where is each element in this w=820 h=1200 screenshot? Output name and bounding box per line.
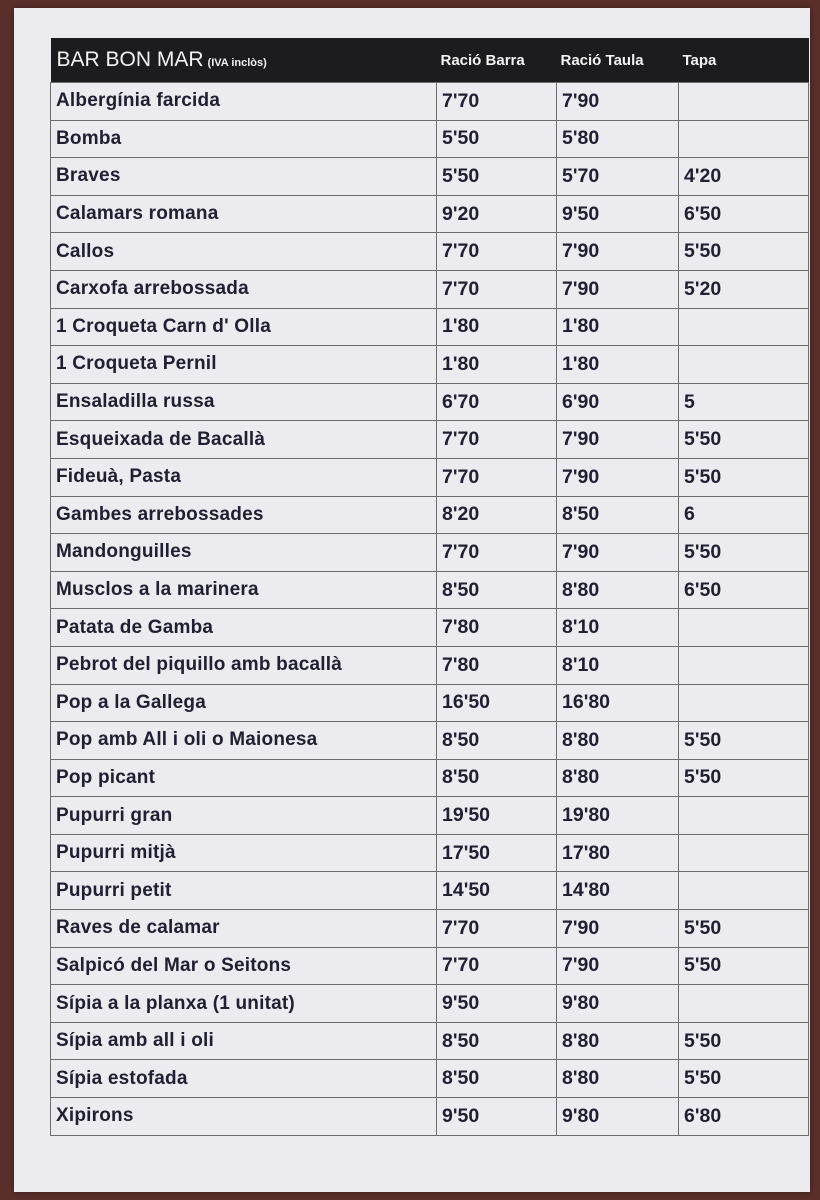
table-row — [51, 872, 809, 910]
price-taula: 8'80 — [557, 1060, 679, 1098]
price-barra: 7'80 — [437, 609, 557, 647]
price-tapa: 4'20 — [679, 158, 809, 196]
table-row — [51, 1098, 809, 1136]
price-barra: 9'50 — [437, 985, 557, 1023]
price-barra: 7'70 — [437, 534, 557, 572]
dish-name: 1 Croqueta Pernil — [51, 346, 437, 384]
dish-name: Gambes arrebossades — [51, 496, 437, 534]
price-tapa: 5'50 — [679, 421, 809, 459]
table-row — [51, 308, 809, 346]
table-row — [51, 759, 809, 797]
price-taula: 8'80 — [557, 1022, 679, 1060]
table-row — [51, 722, 809, 760]
dish-name: Pebrot del piquillo amb bacallà — [51, 646, 437, 684]
table-row — [51, 947, 809, 985]
table-row — [51, 233, 809, 271]
dish-name: 1 Croqueta Carn d' Olla — [51, 308, 437, 346]
table-row — [51, 496, 809, 534]
price-taula: 7'90 — [557, 421, 679, 459]
dish-name: Musclos a la marinera — [51, 571, 437, 609]
price-tapa: 5'50 — [679, 534, 809, 572]
price-barra: 1'80 — [437, 308, 557, 346]
column-header-taula: Ració Taula — [557, 38, 679, 83]
price-taula: 7'90 — [557, 458, 679, 496]
table-row — [51, 383, 809, 421]
price-taula: 8'10 — [557, 646, 679, 684]
price-barra: 5'50 — [437, 120, 557, 158]
price-tapa — [679, 308, 809, 346]
price-tapa — [679, 609, 809, 647]
price-barra: 8'50 — [437, 759, 557, 797]
price-tapa — [679, 834, 809, 872]
dish-name: Callos — [51, 233, 437, 271]
price-tapa: 5'20 — [679, 270, 809, 308]
price-tapa: 5'50 — [679, 1022, 809, 1060]
price-barra: 14'50 — [437, 872, 557, 910]
price-tapa: 6 — [679, 496, 809, 534]
price-tapa: 5'50 — [679, 458, 809, 496]
price-taula: 7'90 — [557, 534, 679, 572]
price-barra: 19'50 — [437, 797, 557, 835]
menu-subtitle: (IVA inclòs) — [207, 57, 267, 69]
table-header-row — [51, 38, 809, 83]
price-barra: 8'50 — [437, 1022, 557, 1060]
dish-name: Patata de Gamba — [51, 609, 437, 647]
price-taula: 8'50 — [557, 496, 679, 534]
dish-name: Pop amb All i oli o Maionesa — [51, 722, 437, 760]
table-row — [51, 346, 809, 384]
column-header-barra: Ració Barra — [437, 38, 557, 83]
table-row — [51, 834, 809, 872]
price-taula: 5'80 — [557, 120, 679, 158]
table-row — [51, 684, 809, 722]
dish-name: Fideuà, Pasta — [51, 458, 437, 496]
price-taula: 7'90 — [557, 83, 679, 121]
price-tapa: 6'80 — [679, 1098, 809, 1136]
dish-name: Braves — [51, 158, 437, 196]
price-taula: 19'80 — [557, 797, 679, 835]
price-barra: 7'70 — [437, 458, 557, 496]
table-row — [51, 83, 809, 121]
menu-title-cell — [51, 38, 437, 83]
dish-name: Albergínia farcida — [51, 83, 437, 121]
price-tapa: 5'50 — [679, 722, 809, 760]
price-tapa: 5'50 — [679, 947, 809, 985]
price-barra: 7'70 — [437, 270, 557, 308]
price-taula: 7'90 — [557, 233, 679, 271]
price-taula: 7'90 — [557, 947, 679, 985]
price-barra: 7'70 — [437, 947, 557, 985]
price-tapa — [679, 646, 809, 684]
dish-name: Salpicó del Mar o Seitons — [51, 947, 437, 985]
table-row — [51, 609, 809, 647]
menu-title: BAR BON MAR — [56, 48, 204, 71]
dish-name: Pop a la Gallega — [51, 684, 437, 722]
dish-name: Sípia a la planxa (1 unitat) — [51, 985, 437, 1023]
table-row — [51, 646, 809, 684]
price-taula: 8'80 — [557, 571, 679, 609]
price-barra: 6'70 — [437, 383, 557, 421]
price-barra: 7'70 — [437, 83, 557, 121]
price-barra: 8'20 — [437, 496, 557, 534]
table-row — [51, 421, 809, 459]
price-barra: 7'70 — [437, 421, 557, 459]
price-barra: 1'80 — [437, 346, 557, 384]
price-taula: 17'80 — [557, 834, 679, 872]
price-tapa: 5'50 — [679, 233, 809, 271]
dish-name: Raves de calamar — [51, 910, 437, 948]
table-row — [51, 158, 809, 196]
price-taula: 8'80 — [557, 722, 679, 760]
dish-name: Ensaladilla russa — [51, 383, 437, 421]
dish-name: Bomba — [51, 120, 437, 158]
menu-sheet — [14, 8, 810, 1192]
price-taula: 8'80 — [557, 759, 679, 797]
price-barra: 8'50 — [437, 722, 557, 760]
table-row — [51, 120, 809, 158]
price-tapa: 6'50 — [679, 195, 809, 233]
price-taula: 9'80 — [557, 985, 679, 1023]
price-taula: 1'80 — [557, 346, 679, 384]
table-row — [51, 910, 809, 948]
dish-name: Sípia estofada — [51, 1060, 437, 1098]
dish-name: Xipirons — [51, 1098, 437, 1136]
price-tapa — [679, 120, 809, 158]
price-taula: 9'80 — [557, 1098, 679, 1136]
table-row — [51, 270, 809, 308]
dish-name: Carxofa arrebossada — [51, 270, 437, 308]
price-tapa: 6'50 — [679, 571, 809, 609]
price-barra: 7'70 — [437, 233, 557, 271]
price-barra: 7'70 — [437, 910, 557, 948]
price-barra: 8'50 — [437, 1060, 557, 1098]
price-taula: 1'80 — [557, 308, 679, 346]
price-tapa: 5'50 — [679, 1060, 809, 1098]
dish-name: Calamars romana — [51, 195, 437, 233]
price-barra: 16'50 — [437, 684, 557, 722]
price-barra: 7'80 — [437, 646, 557, 684]
price-taula: 8'10 — [557, 609, 679, 647]
table-row — [51, 1060, 809, 1098]
price-tapa: 5'50 — [679, 910, 809, 948]
price-barra: 5'50 — [437, 158, 557, 196]
price-tapa: 5'50 — [679, 759, 809, 797]
price-barra: 9'20 — [437, 195, 557, 233]
price-taula: 7'90 — [557, 910, 679, 948]
table-row — [51, 458, 809, 496]
table-row — [51, 534, 809, 572]
price-taula: 16'80 — [557, 684, 679, 722]
dish-name: Pupurri mitjà — [51, 834, 437, 872]
price-barra: 8'50 — [437, 571, 557, 609]
table-body — [51, 83, 809, 1136]
price-tapa — [679, 872, 809, 910]
price-tapa — [679, 83, 809, 121]
dish-name: Mandonguilles — [51, 534, 437, 572]
table-row — [51, 797, 809, 835]
price-taula: 7'90 — [557, 270, 679, 308]
price-taula: 14'80 — [557, 872, 679, 910]
column-header-tapa: Tapa — [679, 38, 809, 83]
price-barra: 9'50 — [437, 1098, 557, 1136]
table-row — [51, 571, 809, 609]
dish-name: Sípia amb all i oli — [51, 1022, 437, 1060]
price-tapa — [679, 346, 809, 384]
price-taula: 6'90 — [557, 383, 679, 421]
dish-name: Pupurri petit — [51, 872, 437, 910]
price-taula: 5'70 — [557, 158, 679, 196]
dish-name: Pupurri gran — [51, 797, 437, 835]
dish-name: Pop picant — [51, 759, 437, 797]
table-row — [51, 1022, 809, 1060]
table-row — [51, 195, 809, 233]
price-taula: 9'50 — [557, 195, 679, 233]
price-tapa — [679, 985, 809, 1023]
price-tapa — [679, 684, 809, 722]
price-tapa: 5 — [679, 383, 809, 421]
price-table — [50, 38, 809, 1136]
dish-name: Esqueixada de Bacallà — [51, 421, 437, 459]
table-row — [51, 985, 809, 1023]
price-barra: 17'50 — [437, 834, 557, 872]
price-tapa — [679, 797, 809, 835]
